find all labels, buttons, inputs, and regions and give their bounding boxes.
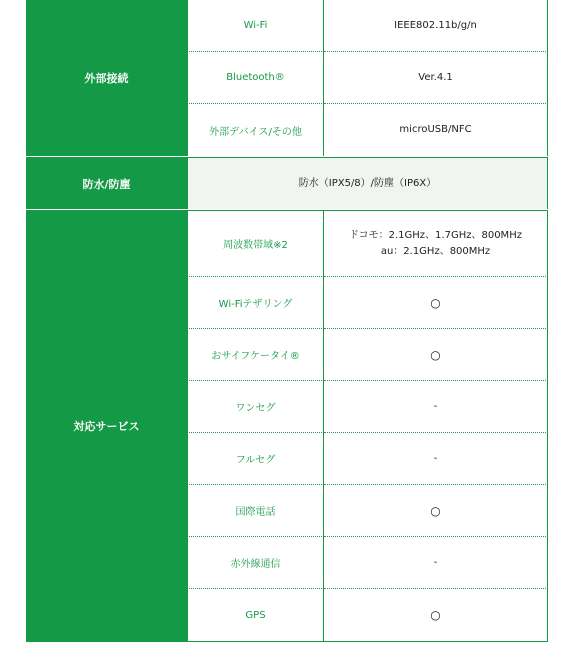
spec-value: ○ bbox=[324, 485, 548, 537]
spec-group-external bbox=[26, 0, 548, 156]
spec-value-line: ドコモ：2.1GHz、1.7GHz、800MHz bbox=[349, 229, 522, 241]
spec-value: - bbox=[324, 433, 548, 485]
spec-value: IEEE802.11b/g/n bbox=[324, 0, 548, 52]
spec-row-infrared bbox=[187, 537, 548, 589]
spec-value: - bbox=[324, 381, 548, 433]
table-bottom-border bbox=[26, 641, 548, 642]
spec-label: 周波数帯域※2 bbox=[187, 211, 324, 277]
spec-row-frequency bbox=[187, 211, 548, 277]
spec-row-wifi bbox=[187, 0, 548, 52]
spec-label: ワンセグ bbox=[187, 381, 324, 433]
spec-label: Wi-Fiテザリング bbox=[187, 277, 324, 329]
spec-row-osaifu bbox=[187, 329, 548, 381]
spec-value: - bbox=[324, 537, 548, 589]
spec-value: microUSB/NFC bbox=[324, 104, 548, 156]
spec-value: ○ bbox=[324, 589, 548, 641]
spec-label: Wi-Fi bbox=[187, 0, 324, 52]
spec-row-gps bbox=[187, 589, 548, 641]
spec-label: 外部デバイス/その他 bbox=[187, 104, 324, 156]
category-cell: 防水/防塵 bbox=[26, 158, 187, 209]
spec-group-services bbox=[26, 211, 548, 641]
spec-row-bluetooth bbox=[187, 52, 548, 104]
spec-value: 防水（IPX5/8）/防塵（IP6X） bbox=[187, 158, 548, 209]
spec-value bbox=[324, 211, 548, 277]
spec-row-waterproof bbox=[187, 158, 548, 209]
spec-group-waterproof bbox=[26, 158, 548, 209]
spec-row-fullseg bbox=[187, 433, 548, 485]
spec-label: 国際電話 bbox=[187, 485, 324, 537]
spec-value: ○ bbox=[324, 277, 548, 329]
category-cell: 対応サービス bbox=[26, 211, 187, 641]
spec-value: Ver.4.1 bbox=[324, 52, 548, 104]
spec-label: Bluetooth® bbox=[187, 52, 324, 104]
category-cell: 外部接続 bbox=[26, 0, 187, 156]
spec-value-line: au：2.1GHz、800MHz bbox=[380, 245, 491, 257]
spec-row-devices bbox=[187, 104, 548, 156]
spec-row-oneseg bbox=[187, 381, 548, 433]
spec-label: おサイフケータイ® bbox=[187, 329, 324, 381]
spec-label: 赤外線通信 bbox=[187, 537, 324, 589]
spec-table bbox=[26, 0, 548, 642]
spec-label: フルセグ bbox=[187, 433, 324, 485]
spec-row-intl-call bbox=[187, 485, 548, 537]
spec-label: GPS bbox=[187, 589, 324, 641]
spec-value: ○ bbox=[324, 329, 548, 381]
spec-row-tethering bbox=[187, 277, 548, 329]
